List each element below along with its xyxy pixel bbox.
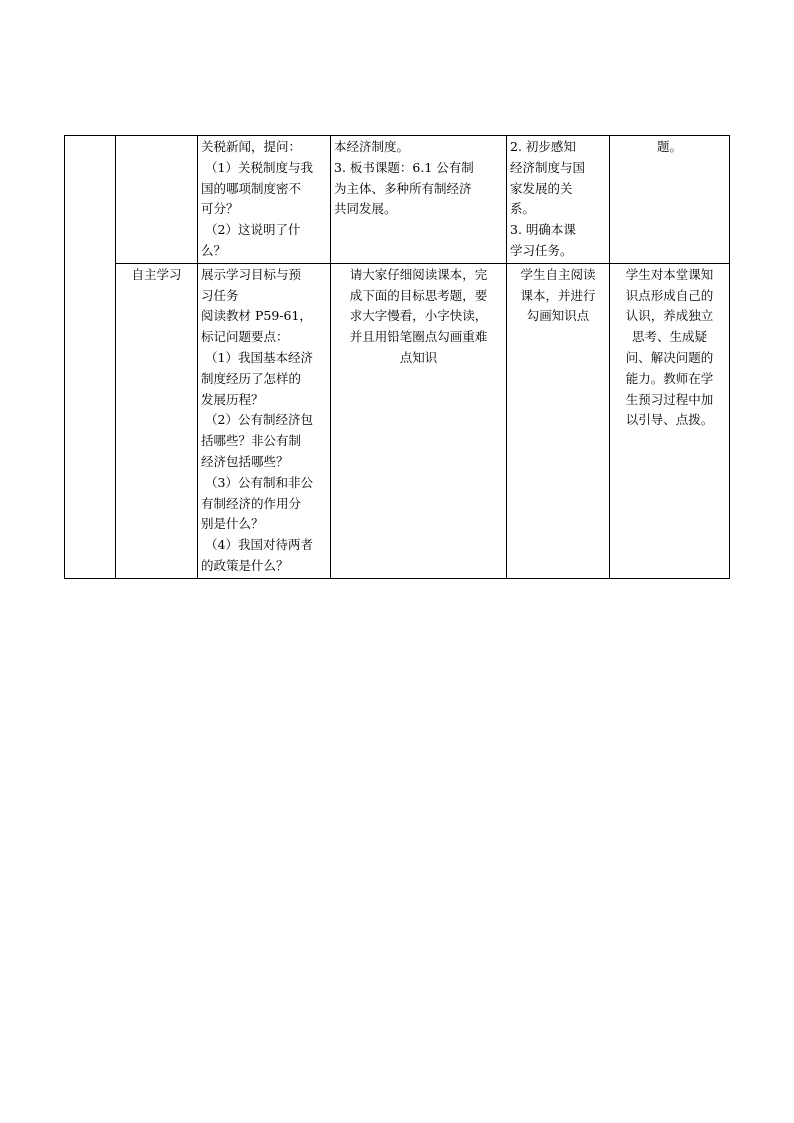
cell-line: 本经济制度。	[334, 139, 410, 154]
cell-line: 经济包括哪些？	[201, 453, 289, 469]
lesson-plan-table	[64, 135, 730, 579]
cell-line: 能力。教师在学	[625, 370, 714, 386]
cell-line: 括哪些？非公有制	[201, 433, 302, 449]
cell-line: 请大家仔细阅读课本，完	[349, 266, 488, 282]
cell-line: 思考、生成疑	[631, 329, 707, 345]
cell-line: 勾画知识点	[526, 308, 590, 324]
cell-line: 系。	[510, 201, 536, 217]
cell-line: 习任务	[201, 287, 239, 303]
cell-line: 以引导、点拨。	[625, 412, 714, 428]
cell-line: 标记问题要点：	[201, 329, 289, 345]
cell-line: 3. 板书课题：6.1 公有制	[334, 159, 474, 175]
cell-line: 共同发展。	[334, 201, 397, 217]
cell-line: 的政策是什么？	[201, 557, 289, 573]
cell-line: 问、解决问题的	[625, 349, 714, 365]
cell-line: 2. 初步感知	[510, 139, 576, 154]
cell-line: （2）这说明了什	[205, 222, 301, 238]
cell-line: 可分？	[201, 201, 239, 217]
cell-line: 课本，并进行	[520, 287, 596, 303]
cell-line: 关税新闻，提问：	[201, 139, 302, 154]
cell-line: （2）公有制经济包	[205, 412, 313, 428]
cell-line: 生预习过程中加	[625, 391, 714, 407]
cell-line: 么？	[201, 242, 227, 258]
cell-line: （4）我国对待两者	[205, 537, 313, 553]
cell-line: （1）我国基本经济	[205, 349, 313, 365]
cell-line: 经济制度与国	[510, 159, 586, 175]
cell-line: 别是什么？	[201, 516, 264, 532]
cell-line: 成下面的目标思考题，要	[349, 287, 488, 303]
stage-label-cell	[116, 263, 198, 578]
cell-line: 展示学习目标与预	[201, 266, 302, 282]
cell-line: 家发展的关	[510, 180, 573, 196]
empty-cell	[116, 136, 198, 264]
table-row	[65, 263, 730, 578]
cell-line: 题。	[656, 139, 682, 154]
activity-cell	[198, 263, 331, 578]
cell-line: 阅读教材 P59-61，	[201, 308, 312, 324]
design-intent-cell	[610, 263, 730, 578]
cell-line: 点知识	[399, 349, 438, 365]
merged-empty-cell	[65, 136, 116, 579]
student-activity-cell	[507, 263, 610, 578]
cell-line: 求大字慢看，小字快读，	[349, 308, 488, 324]
teacher-activity-cell	[331, 263, 507, 578]
cell-line: 3. 明确本课	[510, 222, 576, 238]
cell-line: 认识，养成独立	[625, 308, 714, 324]
cell-line: 学生对本堂课知	[625, 266, 714, 282]
design-intent-cell	[610, 136, 730, 264]
student-activity-cell	[507, 136, 610, 264]
cell-line: 并且用铅笔圈点勾画重难	[349, 329, 488, 345]
cell-line: 有制经济的作用分	[201, 495, 302, 511]
cell-line: 学习任务。	[510, 242, 573, 258]
cell-line: 学生自主阅读	[520, 266, 596, 282]
activity-cell	[198, 136, 331, 264]
cell-line: 为主体、多种所有制经济	[334, 180, 472, 196]
table-row	[65, 136, 730, 264]
cell-line: （3）公有制和非公	[205, 474, 313, 490]
cell-line: （1）关税制度与我	[205, 159, 313, 175]
cell-line: 发展历程？	[201, 391, 264, 407]
cell-line: 识点形成自己的	[625, 287, 714, 303]
stage-label: 自主学习	[131, 266, 182, 282]
teacher-activity-cell	[331, 136, 507, 264]
cell-line: 国的哪项制度密不	[201, 180, 302, 196]
cell-line: 制度经历了怎样的	[201, 370, 302, 386]
